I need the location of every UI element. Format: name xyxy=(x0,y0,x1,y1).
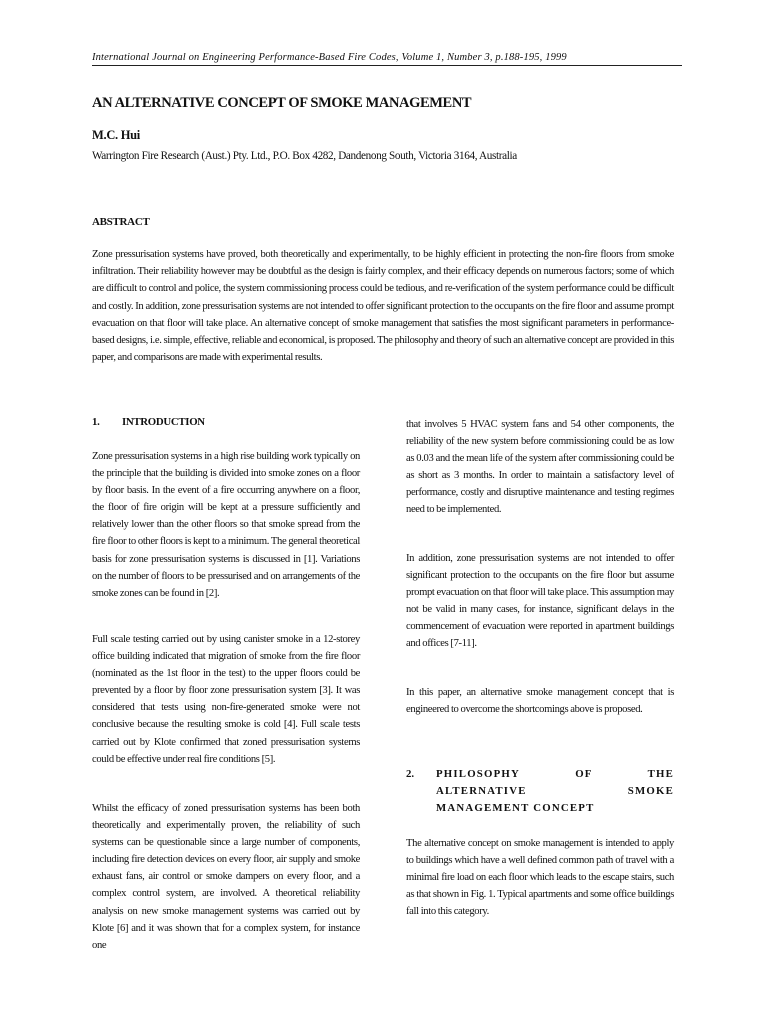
author-name: M.C. Hui xyxy=(92,128,140,142)
paragraph: that involves 5 HVAC system fans and 54 other components, the reliability of the new system before commissioning could be as low as 0.03 and the mean life of the system after commissioning could be as short as 3 months. In order to maintain a satisfactory level of performance, costly and disruptive maintenance and testing regimes need to be implemented. xyxy=(406,419,674,516)
section-2-title-line-1: PHILOSOPHY OF THE xyxy=(436,768,674,780)
paragraph: Full scale testing carried out by using canister smoke in a 12-storey office building indicated that migration of smoke from the fire floor (nominated as the 1st floor in the test) to the upper floors could be prevented by a floor by floor zone pressurisation system [3]. It was considered that tests using non-fire-generated smoke were not conclusive because the resulting smoke is cold [4]. Full scale tests carried out by Klote confirmed that zoned pressurisation systems could be effective under real fire conditions [5]. xyxy=(92,634,360,765)
paragraph: Whilst the efficacy of zoned pressurisation systems has been both theoretically and experimentally proven, the reliability of such systems can be questionable since a large number of components, including fire detection devices on every floor, air supply and smoke exhaust fans, air control or smoke dampers on every floor, and a complex control system, are involved. A theoretical reliability analysis on new smoke management systems was carried out by Klote [6] and it was shown that for a complex system, for instance one xyxy=(92,803,360,951)
left-column-paragraph-3 xyxy=(92,800,360,954)
section-1-number: 1. xyxy=(92,416,100,428)
section-2-title-line-3: MANAGEMENT CONCEPT xyxy=(436,802,595,814)
left-column-paragraph-1 xyxy=(92,448,360,602)
section-2-title-line-2: ALTERNATIVE SMOKE xyxy=(436,785,674,797)
paragraph: Zone pressurisation systems in a high rise building work typically on the principle that the building is divided into smoke zones on a floor by floor basis. In the event of a fire occurring anywhere on a floor, the floor of fire origin will be kept at a pressure sufficiently and relatively lower than the other floors so that smoke spread from the fire floor to other floors is kept to a minimum. The general theoretical basis for zone pressurisation systems is discussed in [1]. Variations on the number of floors to be pressurised and on arrangements of the smoke zones can be found in [2]. xyxy=(92,451,360,599)
author-affiliation: Warrington Fire Research (Aust.) Pty. Ltd., P.O. Box 4282, Dandenong South, Victoria 3164, Australia xyxy=(92,150,517,162)
journal-header: International Journal on Engineering Performance-Based Fire Codes, Volume 1, Number 3, p.188-195, 1999 xyxy=(92,52,682,66)
section-2-number: 2. xyxy=(406,768,415,780)
right-column-paragraph-3 xyxy=(406,684,674,718)
right-column-paragraph-1 xyxy=(406,416,674,519)
right-column-paragraph-2 xyxy=(406,550,674,653)
section-1-heading xyxy=(92,416,205,428)
paragraph: In this paper, an alternative smoke management concept that is engineered to overcome the shortcomings above is proposed. xyxy=(406,687,674,716)
left-column-paragraph-2 xyxy=(92,631,360,768)
right-column-paragraph-4 xyxy=(406,835,674,920)
abstract-text: Zone pressurisation systems have proved, both theoretically and experimentally, to be highly efficient in protecting the non-fire floors from smoke infiltration. Their reliability however may be doubtful as the design is fairly complex, and their efficacy depends on numerous factors; some of which are difficult to control and police, the system commissioning process could be tedious, and re-verification of the system performance could be difficult and costly. In addition, zone pressurisation systems are not intended to offer significant protection to the occupants on the fire floor and assume prompt evacuation on that floor will take place. An alternative concept of smoke management that satisfies the most significant parameters in performance-based designs, i.e. simple, effective, reliable and economical, is proposed. The philosophy and theory of such an alternative concept are provided in this paper, and comparisons are made with experimental results. xyxy=(92,249,674,364)
paragraph: The alternative concept on smoke management is intended to apply to buildings which have a well defined common path of travel with a minimal fire load on each floor which leads to the escape stairs, such as that shown in Fig. 1. Typical apartments and some office buildings fall into this category. xyxy=(406,838,674,918)
paragraph: In addition, zone pressurisation systems are not intended to offer significant protection to the occupants on the fire floor but assume prompt evacuation on that floor will take place. This assumption may not be valid in many cases, for instance, significant delays in the commencement of evacuation were reported in apartment buildings and offices [7-11]. xyxy=(406,553,674,650)
section-1-title: INTRODUCTION xyxy=(122,416,205,428)
abstract-heading: ABSTRACT xyxy=(92,216,150,228)
paper-title: AN ALTERNATIVE CONCEPT OF SMOKE MANAGEMENT xyxy=(92,95,472,111)
section-2-heading xyxy=(406,766,674,817)
